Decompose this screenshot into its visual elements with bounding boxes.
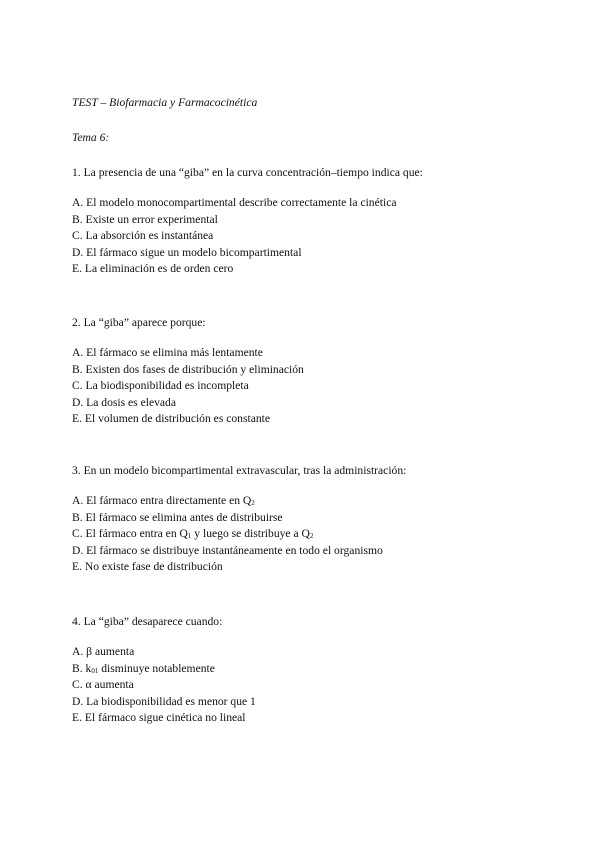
option-c[interactable] <box>72 526 542 542</box>
option-list <box>72 195 542 277</box>
question-4 <box>72 614 542 727</box>
option-b[interactable]: B. Existen dos fases de distribución y eliminación <box>72 362 304 376</box>
topic-heading: Tema 6: <box>72 131 110 144</box>
option-b-text: B. k <box>72 661 92 675</box>
subscript: 1 <box>187 532 192 540</box>
subscript: 2 <box>251 499 255 507</box>
option-a-text: A. El fármaco entra directamente en Q <box>72 494 252 507</box>
question-text: 2. La “giba” aparece porque: <box>72 316 206 329</box>
option-list <box>72 493 542 575</box>
option-d[interactable]: D. La dosis es elevada <box>72 395 176 409</box>
question-3 <box>72 463 542 576</box>
option-list <box>72 345 542 427</box>
question-text: 3. En un modelo bicompartimental extravascular, tras la administración: <box>72 464 407 477</box>
option-d[interactable]: D. El fármaco sigue un modelo bicompartimental <box>72 245 302 259</box>
option-e[interactable]: E. El volumen de distribución es constante <box>72 412 271 425</box>
option-c[interactable]: C. La biodisponibilidad es incompleta <box>72 379 249 392</box>
option-c[interactable]: C. α aumenta <box>72 678 134 691</box>
question-1 <box>72 165 542 278</box>
option-a[interactable]: A. El modelo monocompartimental describe correctamente la cinética <box>72 196 397 209</box>
option-c-text: C. El fármaco entra en Q <box>72 527 188 540</box>
option-a[interactable]: A. El fármaco se elimina más lentamente <box>72 346 263 359</box>
option-d[interactable]: D. La biodisponibilidad es menor que 1 <box>72 694 256 708</box>
document-title: TEST – Biofarmacia y Farmacocinética <box>72 96 258 109</box>
option-e[interactable]: E. El fármaco sigue cinética no lineal <box>72 711 246 724</box>
option-list <box>72 644 542 726</box>
option-b-text-2: disminuye notablemente <box>98 661 215 675</box>
option-a[interactable] <box>72 493 542 509</box>
option-d[interactable]: D. El fármaco se distribuye instantáneamente en todo el organismo <box>72 543 383 557</box>
option-b[interactable]: B. El fármaco se elimina antes de distribuirse <box>72 510 283 524</box>
question-text: 4. La “giba” desaparece cuando: <box>72 615 223 628</box>
option-b[interactable] <box>72 661 542 677</box>
subscript: 01 <box>91 666 99 675</box>
option-c[interactable]: C. La absorción es instantánea <box>72 229 214 242</box>
option-c-text-2: y luego se distribuye a Q <box>191 527 310 540</box>
question-text: 1. La presencia de una “giba” en la curva concentración–tiempo indica que: <box>72 166 423 179</box>
subscript: 2 <box>309 532 314 540</box>
question-2 <box>72 315 542 428</box>
option-e[interactable]: E. No existe fase de distribución <box>72 560 223 573</box>
option-b[interactable]: B. Existe un error experimental <box>72 212 218 226</box>
option-e[interactable]: E. La eliminación es de orden cero <box>72 262 234 275</box>
option-a[interactable]: A. β aumenta <box>72 645 135 658</box>
